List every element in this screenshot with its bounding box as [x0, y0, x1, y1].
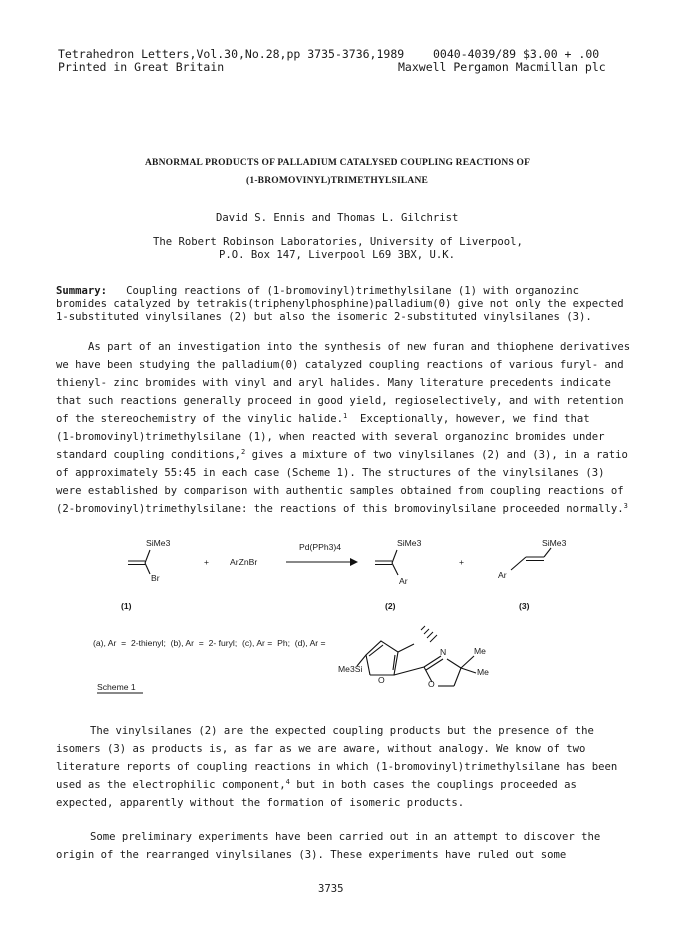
c2-sime3: SiMe3 — [397, 538, 422, 548]
summary-line2: bromides catalyzed by tetrakis(triphenylphosphine)palladium(0) give not only the expected — [56, 298, 624, 310]
me-bond-1 — [461, 656, 474, 668]
c2-bond-si — [392, 550, 397, 563]
c2-ar: Ar — [399, 576, 408, 586]
publisher: Maxwell Pergamon Macmillan plc — [398, 60, 606, 74]
me-bond-2 — [461, 668, 476, 673]
affiliation-line1: The Robert Robinson Laboratories, University of Liverpool, — [153, 236, 523, 248]
furan-methyl-bond — [398, 644, 414, 652]
journal-citation: Tetrahedron Letters,Vol.30,No.28,pp 3735-3736,1989 — [58, 47, 405, 61]
oxazoline-n: N — [440, 647, 447, 657]
oxazoline-o: O — [428, 679, 435, 689]
furan-oxazoline-bond — [394, 667, 424, 675]
p2-line4-text: used as the electrophilic component, — [56, 779, 286, 791]
label-compound-1: (1) — [121, 601, 132, 611]
ar-definitions: (a), Ar = 2-thienyl; (b), Ar = 2- furyl; (c), Ar = Ph; (d), Ar = — [93, 638, 326, 648]
furan-o: O — [378, 675, 385, 685]
c3-bond-ar — [511, 557, 526, 570]
p2-line1: The vinylsilanes (2) are the expected coupling products but the presence of the — [90, 725, 594, 737]
reagent-arznbr: ArZnBr — [230, 557, 258, 567]
hashed-bond — [421, 626, 437, 642]
oxazoline-n-c — [447, 659, 461, 668]
summary-label: Summary: — [56, 285, 108, 297]
c3-sime3: SiMe3 — [542, 538, 567, 548]
p1-line4: that such reactions generally proceed in good yield, regioselectively, and with retention — [56, 395, 624, 407]
c2-bond-ar — [392, 563, 398, 575]
p1-line8: of approximately 55:45 in each case (Scheme 1). The structures of the vinylsilanes (3) — [56, 467, 605, 479]
scheme-caption: Scheme 1 — [97, 682, 136, 692]
p1-line7-text: standard coupling conditions, — [56, 449, 241, 461]
methyl-2: Me — [477, 667, 489, 677]
c1-br: Br — [151, 573, 160, 583]
p1-line7-cont: gives a mixture of two vinylsilanes (2) and (3), in a ratio — [245, 449, 628, 461]
ref-1: 1 — [343, 412, 348, 420]
c1-bond-br — [145, 563, 150, 574]
c3-bond-si — [544, 548, 551, 557]
p1-line2: we have been studying the palladium(0) catalyzed coupling reactions of various furyl- and — [56, 359, 624, 371]
plus-1: + — [204, 557, 210, 567]
p1-line3: thienyl- zinc bromides with vinyl and aryl halides. Many literature precedents indicate — [56, 377, 611, 389]
p2-line5: expected, apparently without the formation of isomeric products. — [56, 797, 465, 809]
me3si-label: Me3Si — [338, 664, 363, 674]
p1-line10-text: (2-bromovinyl)trimethylsilane: the reactions of this bromovinylsilane proceeded normally. — [56, 503, 624, 515]
plus-2: + — [459, 557, 465, 567]
ref-3: 3 — [623, 502, 628, 510]
oxazoline-c-ch2 — [454, 668, 461, 686]
p2-line4 — [56, 779, 577, 791]
p2-line3: literature reports of coupling reactions in which (1-bromovinyl)trimethylsilane has been — [56, 761, 618, 773]
affiliation-line2: P.O. Box 147, Liverpool L69 3BX, U.K. — [219, 249, 455, 261]
article-title-line2: (1-BROMOVINYL)TRIMETHYLSILANE — [246, 176, 429, 186]
c3-ar: Ar — [498, 570, 507, 580]
label-compound-2: (2) — [385, 601, 396, 611]
p1-line9: were established by comparison with authentic samples obtained from coupling reactions of — [56, 485, 624, 497]
issn-price: 0040-4039/89 $3.00 + .00 — [433, 47, 600, 61]
page-number: 3735 — [318, 883, 344, 895]
label-compound-3: (3) — [519, 601, 530, 611]
summary-line3: 1-substituted vinylsilanes (2) but also the isomeric 2-substituted vinylsilanes (3). — [56, 311, 592, 323]
p2-line4-cont: but in both cases the couplings proceeded as — [289, 779, 577, 791]
authors: David S. Ennis and Thomas L. Gilchrist — [216, 212, 459, 224]
printed-in: Printed in Great Britain — [58, 60, 225, 74]
p3-line2: origin of the rearranged vinylsilanes (3). These experiments have ruled out some — [56, 849, 567, 861]
furan-double-bond-2 — [393, 655, 395, 670]
summary-text-1: Coupling reactions of (1-bromovinyl)trimethylsilane (1) with organozinc — [126, 285, 580, 297]
c1-sime3: SiMe3 — [146, 538, 171, 548]
p1-line5-text: of the stereochemistry of the vinylic halide. — [56, 413, 344, 425]
p1-line5-cont: Exceptionally, however, we find that — [347, 413, 590, 425]
article-title-line1: ABNORMAL PRODUCTS OF PALLADIUM CATALYSED COUPLING REACTIONS OF — [145, 158, 531, 168]
p1-line6: (1-bromovinyl)trimethylsilane (1), when reacted with several organozinc bromides under — [56, 431, 605, 443]
c1-bond-si — [145, 550, 150, 563]
methyl-1: Me — [474, 646, 486, 656]
p1-line1: As part of an investigation into the synthesis of new furan and thiophene derivatives — [88, 341, 631, 353]
reaction-arrow-head — [350, 558, 358, 566]
ref-2: 2 — [240, 448, 246, 456]
p3-line1: Some preliminary experiments have been carried out in an attempt to discover the — [90, 831, 601, 843]
catalyst: Pd(PPh3)4 — [299, 542, 342, 552]
ref-4: 4 — [285, 778, 290, 786]
p2-line2: isomers (3) as products is, as far as we are aware, without analogy. We know of two — [56, 743, 586, 755]
